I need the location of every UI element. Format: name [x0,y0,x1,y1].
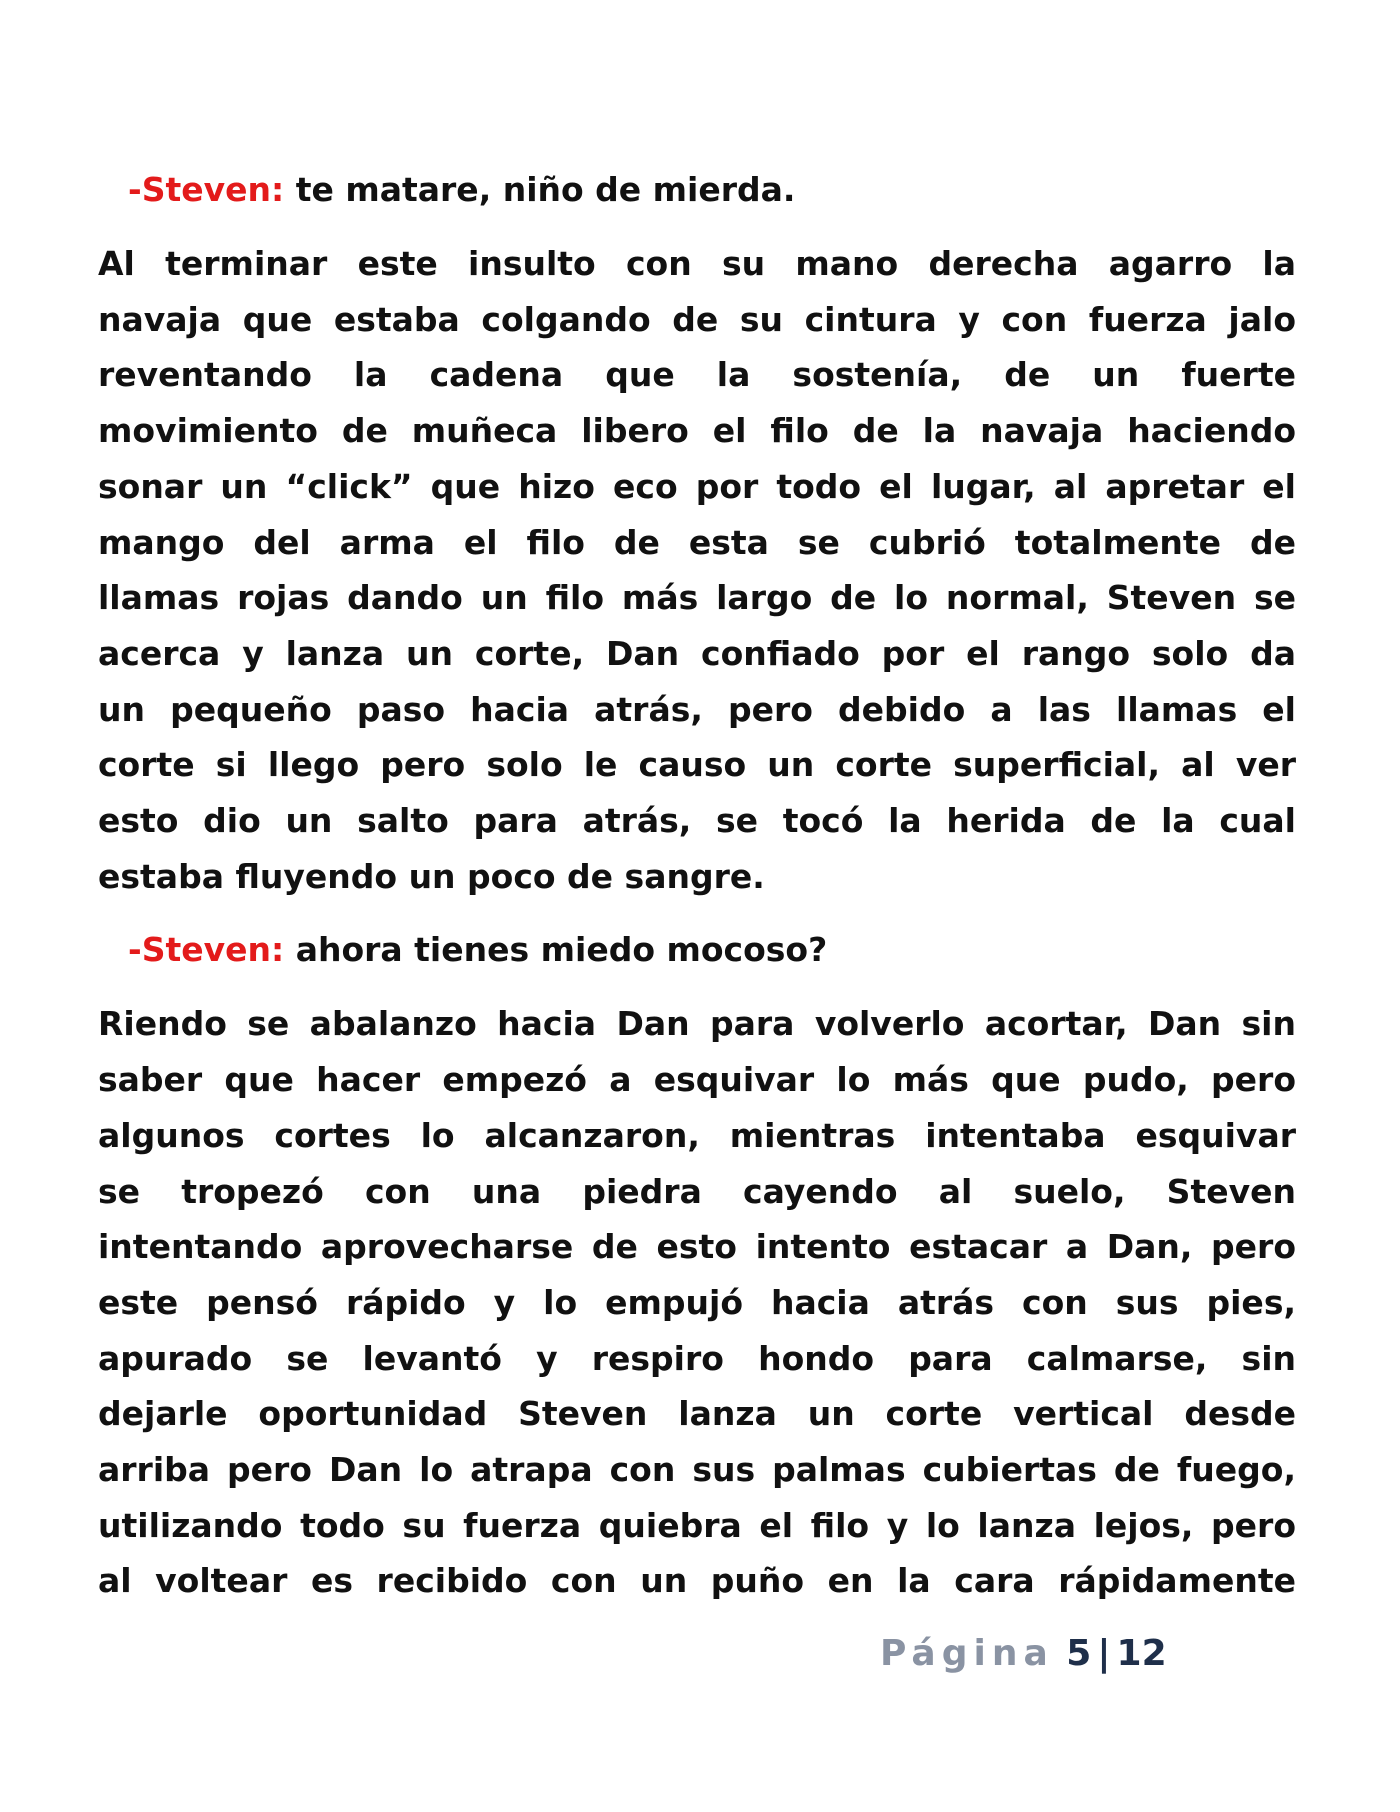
text-line: Al terminar este insulto con su mano derecha agarro la [98,244,1296,283]
speaker-name: -Steven: [128,930,285,970]
text-line: un pequeño paso hacia atrás, pero debido a las llamas el [98,689,1296,729]
narrative-paragraph-1 [98,236,1296,904]
text-line: acerca y lanza un corte, Dan confiado por el rango solo da [98,633,1296,673]
page-footer [880,1632,1167,1676]
total-pages-number: 12 [1116,1633,1167,1674]
text-line: saber que hacer empezó a esquivar lo más que pudo, pero [98,1060,1296,1100]
text-line: esto dio un salto para atrás, se tocó la herida de la cual [98,801,1296,841]
dialogue-text: ahora tienes miedo mocoso? [284,930,828,970]
page-body [98,162,1296,1627]
text-line: algunos cortes lo alcanzaron, mientras intentaba esquivar [98,1115,1296,1155]
dialogue-text: te matare, niño de mierda. [284,170,796,209]
current-page-number: 5 [1066,1633,1092,1674]
text-line: llamas rojas dando un filo más largo de lo normal, Steven se [98,578,1296,618]
speaker-name: -Steven: [128,170,285,209]
text-line: intentando aprovecharse de esto intento estacar a Dan, pero [98,1227,1296,1267]
text-line: arriba pero Dan lo atrapa con sus palmas cubiertas de fuego, [98,1450,1296,1490]
text-line: mango del arma el filo de esta se cubrió totalmente de [98,522,1296,562]
text-line: apurado se levantó y respiro hondo para calmarse, sin [98,1338,1296,1378]
text-line: al voltear es recibido con un puño en la cara rápidamente [98,1561,1296,1601]
text-line: movimiento de muñeca libero el filo de la navaja haciendo [98,411,1296,451]
text-line: se tropezó con una piedra cayendo al suelo, Steven [98,1171,1296,1211]
text-line: reventando la cadena que la sostenía, de un fuerte [98,355,1296,395]
dialogue-line-1 [98,162,1296,218]
text-line: Riendo se abalanzo hacia Dan para volverlo acortar, Dan sin [98,1004,1296,1044]
text-line: este pensó rápido y lo empujó hacia atrás con sus pies, [98,1282,1296,1322]
page-label: Página [880,1633,1054,1674]
text-line: utilizando todo su fuerza quiebra el filo y lo lanza lejos, pero [98,1505,1296,1545]
narrative-paragraph-2 [98,996,1296,1609]
text-line: estaba fluyendo un poco de sangre. [98,856,765,896]
text-line: navaja que estaba colgando de su cintura y con fuerza jalo [98,299,1296,339]
text-line: sonar un “click” que hizo eco por todo el lugar, al apretar el [98,466,1296,506]
page-separator: | [1097,1633,1111,1674]
dialogue-line-2 [98,922,1296,978]
text-line: corte si llego pero solo le causo un corte superficial, al ver [98,745,1296,785]
text-line: dejarle oportunidad Steven lanza un corte vertical desde [98,1394,1296,1434]
